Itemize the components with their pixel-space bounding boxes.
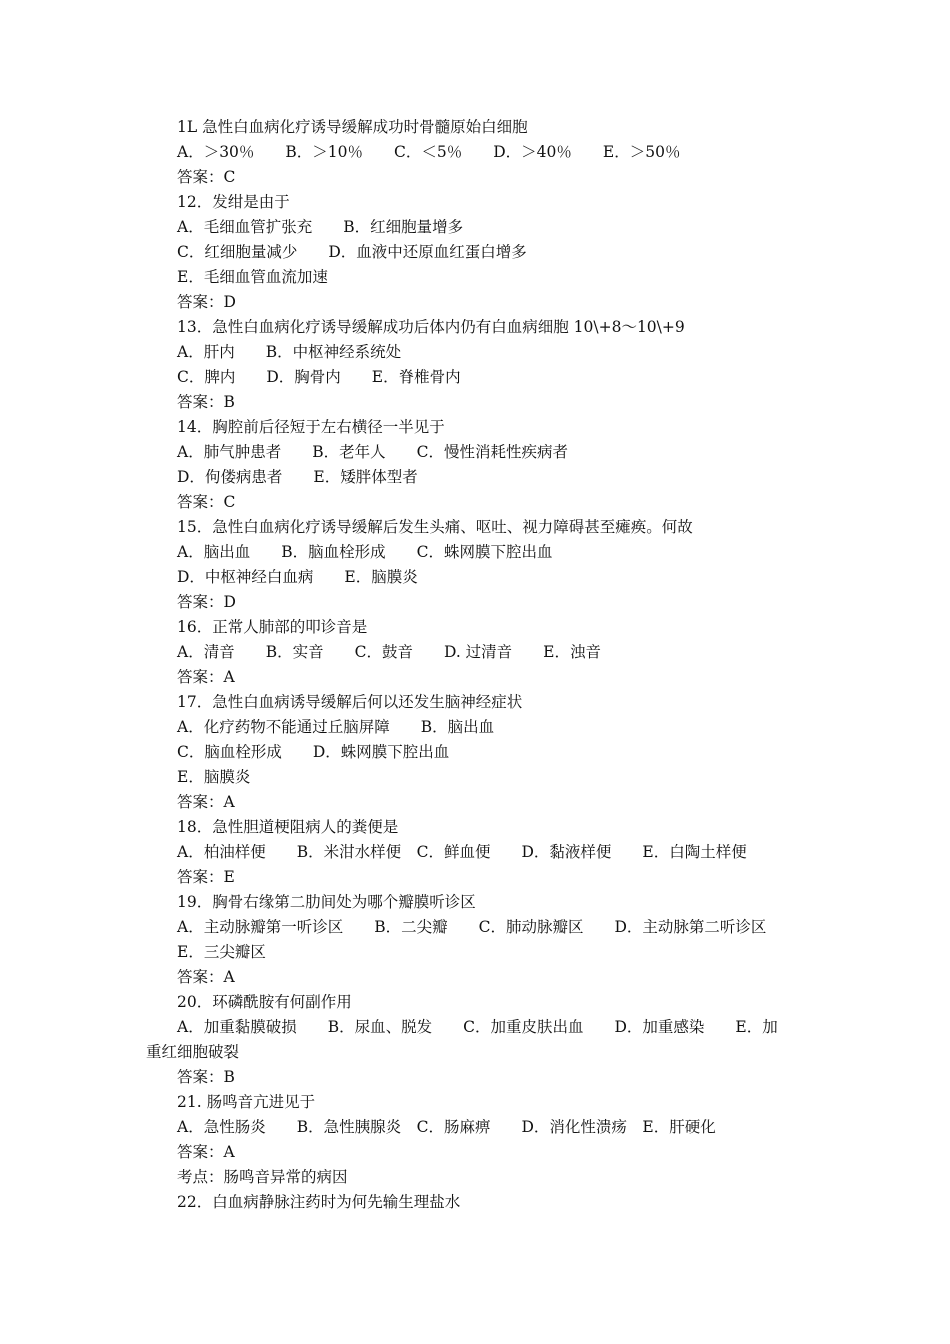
question-text: 1L 急性白血病化疗诱导缓解成功时骨髓原始白细胞 xyxy=(177,118,528,136)
options-line: A．肝内 B．中枢神经系统处 xyxy=(177,343,402,361)
question-text: 18．急性胆道梗阻病人的粪便是 xyxy=(177,818,399,836)
options-line: 重红细胞破裂 xyxy=(146,1043,240,1061)
question-text: 15．急性白血病化疗诱导缓解后发生头痛、呕吐、视力障碍甚至瘫痪。何故 xyxy=(177,518,693,536)
options-line: A．＞30％ B．＞10％ C．＜5％ D．＞40％ E．＞50％ xyxy=(177,143,681,161)
options-line: A．清音 B．实音 C．鼓音 D. 过清音 E．浊音 xyxy=(177,643,601,661)
options-line: A．加重黏膜破损 B．尿血、脱发 C．加重皮肤出血 D．加重感染 E．加 xyxy=(177,1018,778,1036)
question-text: 16．正常人肺部的叩诊音是 xyxy=(177,618,368,636)
answer-line: 答案：A xyxy=(177,793,235,811)
answer-line: 答案：D xyxy=(177,293,236,311)
answer-line: 答案：E xyxy=(177,868,235,886)
answer-line: 答案：B xyxy=(177,1068,235,1086)
answer-line: 答案：A xyxy=(177,968,235,986)
options-line: C．脾内 D．胸骨内 E．脊椎骨内 xyxy=(177,368,461,386)
options-line: A．化疗药物不能通过丘脑屏障 B．脑出血 xyxy=(177,718,495,736)
answer-line: 答案：B xyxy=(177,393,235,411)
options-line: A．主动脉瓣第一听诊区 B．二尖瓣 C．肺动脉瓣区 D．主动脉第二听诊区 xyxy=(177,918,767,936)
answer-line: 答案：A xyxy=(177,668,235,686)
options-line: C．脑血栓形成 D．蛛网膜下腔出血 xyxy=(177,743,450,761)
options-line: D．佝偻病患者 E．矮胖体型者 xyxy=(177,468,418,486)
options-line: A．肺气肿患者 B．老年人 C．慢性消耗性疾病者 xyxy=(177,443,568,461)
options-line: E．三尖瓣区 xyxy=(177,943,266,961)
question-text: 20．环磷酰胺有何副作用 xyxy=(177,993,352,1011)
note-line: 考点：肠鸣音异常的病因 xyxy=(177,1168,348,1186)
options-line: E．毛细血管血流加速 xyxy=(177,268,328,286)
options-line: A．急性肠炎 B．急性胰腺炎 C．肠麻痹 D．消化性溃疡 E．肝硬化 xyxy=(177,1118,716,1136)
question-text: 17．急性白血病诱导缓解后何以还发生脑神经症状 xyxy=(177,693,523,711)
answer-line: 答案：C xyxy=(177,493,236,511)
options-line: C．红细胞量减少 D．血液中还原血红蛋白增多 xyxy=(177,243,527,261)
answer-line: 答案：C xyxy=(177,168,236,186)
options-line: A．毛细血管扩张充 B．红细胞量增多 xyxy=(177,218,464,236)
question-text: 14．胸腔前后径短于左右横径一半见于 xyxy=(177,418,445,436)
options-line: D．中枢神经白血病 E．脑膜炎 xyxy=(177,568,418,586)
answer-line: 答案：D xyxy=(177,593,236,611)
options-line: E．脑膜炎 xyxy=(177,768,251,786)
question-text: 21. 肠鸣音亢进见于 xyxy=(177,1093,316,1111)
question-text: 22．白血病静脉注药时为何先输生理盐水 xyxy=(177,1193,461,1211)
options-line: A．脑出血 B．脑血栓形成 C．蛛网膜下腔出血 xyxy=(177,543,553,561)
answer-line: 答案：A xyxy=(177,1143,235,1161)
options-line: A．柏油样便 B．米泔水样便 C．鲜血便 D．黏液样便 E．白陶土样便 xyxy=(177,843,747,861)
question-text: 12．发绀是由于 xyxy=(177,193,290,211)
question-text: 19．胸骨右缘第二肋间处为哪个瓣膜听诊区 xyxy=(177,893,476,911)
question-text: 13．急性白血病化疗诱导缓解成功后体内仍有白血病细胞 10\+8～10\+9 xyxy=(177,318,685,336)
